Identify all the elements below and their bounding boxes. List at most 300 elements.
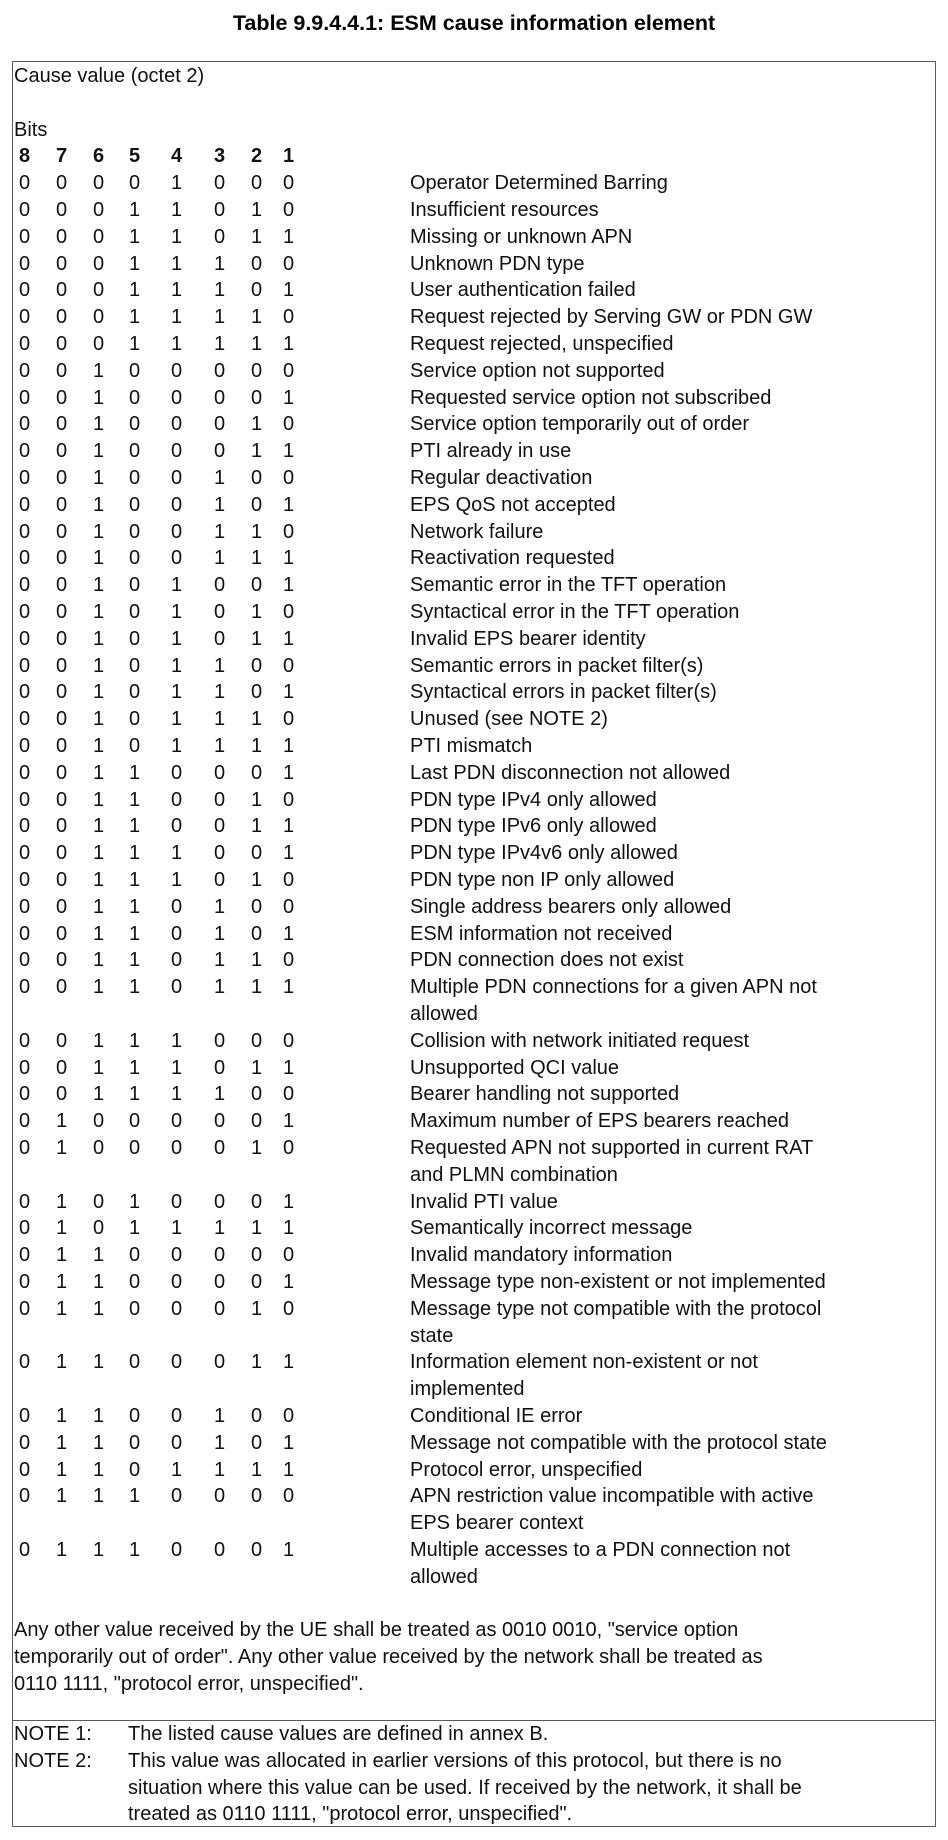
- bit-value: 0: [19, 735, 31, 757]
- cause-description-line: Unknown PDN type: [410, 252, 585, 275]
- bit-value: 0: [171, 440, 183, 463]
- note-text-line: treated as 0110 1111, "protocol error, unspecified".: [128, 1803, 573, 1826]
- bit-value: 0: [251, 1029, 263, 1052]
- bit-value: 1: [251, 520, 263, 543]
- bit-value: 0: [251, 386, 263, 409]
- bit-value: 1: [93, 976, 105, 999]
- bit-value: 0: [129, 1137, 141, 1159]
- cause-description-line: Regular deactivation: [410, 467, 593, 489]
- bit-value: 1: [251, 869, 263, 891]
- cause-description: [410, 867, 674, 894]
- bit-value: 1: [214, 1458, 226, 1481]
- bit-value: 1: [214, 520, 226, 543]
- bit-value: 1: [283, 440, 295, 463]
- bit-value: 0: [56, 681, 68, 704]
- bit-value: 1: [93, 1297, 105, 1320]
- bit-value: 0: [19, 1485, 31, 1508]
- cause-description-line: PDN type IPv6 only allowed: [410, 815, 657, 838]
- bit-value: 0: [93, 252, 105, 275]
- bit-value: 0: [214, 788, 226, 811]
- bit-value: 1: [283, 1539, 295, 1561]
- bit-value: 1: [283, 842, 295, 865]
- bit-value: 0: [129, 1458, 141, 1481]
- bit-value: 1: [129, 949, 141, 972]
- bit-header-3: 3: [214, 145, 226, 168]
- cause-description: [410, 1483, 814, 1537]
- bit-value: 0: [214, 1190, 226, 1213]
- bit-value: 1: [129, 922, 141, 945]
- bit-value: 0: [214, 1056, 226, 1079]
- bit-value: 0: [19, 172, 31, 195]
- bit-value: 1: [93, 386, 105, 409]
- bit-value: 0: [171, 386, 183, 409]
- cause-value-cell: [13, 62, 935, 1720]
- bit-value: 0: [19, 279, 31, 302]
- cause-description-line: Request rejected, unspecified: [410, 333, 674, 355]
- bit-value: 1: [214, 895, 226, 918]
- bit-value: 1: [214, 922, 226, 945]
- bit-value: 1: [214, 547, 226, 570]
- bit-value: 1: [171, 1083, 183, 1106]
- cause-description: [410, 1296, 821, 1350]
- bit-value: 1: [214, 1431, 226, 1454]
- bit-value: 0: [56, 601, 68, 623]
- bit-value: 1: [171, 252, 183, 275]
- bit-value: 0: [129, 359, 141, 382]
- cause-description-line: implemented: [410, 1378, 525, 1401]
- bit-value: 1: [214, 949, 226, 972]
- bit-value: 0: [19, 440, 31, 463]
- bit-value: 1: [214, 681, 226, 704]
- bit-value: 0: [171, 467, 183, 489]
- cause-description-line: Unused (see NOTE 2): [410, 708, 608, 731]
- bit-value: 1: [251, 547, 263, 570]
- bit-value: 0: [56, 922, 68, 945]
- bit-value: 0: [283, 413, 295, 436]
- bit-value: 0: [171, 1190, 183, 1213]
- bit-value: 0: [129, 172, 141, 195]
- bit-value: 0: [283, 1244, 295, 1267]
- bit-value: 1: [129, 279, 141, 302]
- bit-value: 1: [214, 1083, 226, 1106]
- bit-value: 1: [93, 895, 105, 918]
- other-value-paragraph: [14, 1617, 763, 1697]
- cause-description: [410, 894, 731, 921]
- bit-value: 0: [129, 601, 141, 623]
- bit-header-6: 6: [93, 145, 105, 168]
- note-text: [128, 1721, 548, 1748]
- bit-value: 0: [171, 493, 183, 516]
- bit-value: 1: [283, 761, 295, 784]
- cause-description: [410, 304, 812, 331]
- bit-value: 0: [19, 333, 31, 355]
- cause-description: [410, 921, 672, 948]
- bit-value: 0: [129, 627, 141, 650]
- cause-description-line: and PLMN combination: [410, 1163, 618, 1186]
- bit-value: 0: [93, 333, 105, 355]
- bit-value: 0: [129, 386, 141, 409]
- bit-value: 0: [56, 761, 68, 784]
- bit-value: 1: [214, 306, 226, 329]
- bit-value: 0: [214, 1029, 226, 1052]
- bit-value: 1: [171, 1217, 183, 1240]
- bit-value: 0: [56, 735, 68, 757]
- bit-value: 1: [214, 493, 226, 516]
- bit-value: 0: [56, 842, 68, 865]
- bit-value: 0: [171, 1297, 183, 1320]
- bit-value: 0: [19, 359, 31, 382]
- bit-value: 0: [19, 252, 31, 275]
- bit-value: 0: [19, 627, 31, 650]
- bit-value: 1: [283, 1351, 295, 1374]
- bit-value: 0: [56, 413, 68, 436]
- bit-value: 1: [251, 708, 263, 731]
- bit-value: 0: [19, 1244, 31, 1267]
- bit-value: 1: [171, 1029, 183, 1052]
- bit-value: 1: [171, 681, 183, 704]
- bit-value: 0: [93, 1110, 105, 1133]
- bit-value: 0: [19, 1056, 31, 1079]
- bit-value: 0: [283, 654, 295, 677]
- bit-value: 1: [171, 1458, 183, 1481]
- bit-value: 1: [283, 493, 295, 516]
- cause-description-line: PTI mismatch: [410, 735, 533, 757]
- bit-value: 1: [93, 1431, 105, 1454]
- note-label: NOTE 1:: [14, 1723, 92, 1745]
- bit-value: 1: [214, 1405, 226, 1427]
- bit-value: 1: [251, 976, 263, 999]
- cause-description-line: allowed: [410, 1002, 478, 1025]
- cause-description-line: allowed: [410, 1565, 478, 1588]
- cause-description: [410, 385, 771, 412]
- bit-value: 0: [283, 1083, 295, 1106]
- bit-value: 0: [251, 1110, 263, 1133]
- bit-value: 1: [93, 520, 105, 543]
- cause-description-line: Reactivation requested: [410, 547, 615, 570]
- bit-value: 0: [214, 172, 226, 195]
- bit-value: 1: [129, 1029, 141, 1052]
- bit-value: 0: [171, 1539, 183, 1561]
- bit-value: 0: [19, 1351, 31, 1374]
- note-text-line: situation where this value can be used. If received by the network, it shall be: [128, 1776, 802, 1799]
- bit-value: 0: [283, 359, 295, 382]
- bit-value: 0: [19, 1083, 31, 1106]
- bit-value: 1: [93, 1029, 105, 1052]
- bit-value: 1: [283, 1217, 295, 1240]
- bit-value: 1: [214, 333, 226, 355]
- bit-value: 1: [93, 1244, 105, 1267]
- bit-value: 0: [129, 735, 141, 757]
- cause-description: [410, 679, 717, 706]
- bit-value: 0: [171, 1244, 183, 1267]
- bit-value: 1: [251, 601, 263, 623]
- bit-header-8: 8: [19, 145, 31, 168]
- cause-description-line: APN restriction value incompatible with active: [410, 1485, 814, 1508]
- bit-value: 0: [251, 681, 263, 704]
- bit-value: 0: [283, 1405, 295, 1427]
- bit-value: 1: [129, 1083, 141, 1106]
- bit-value: 1: [283, 1056, 295, 1079]
- cause-description-line: Semantic errors in packet filter(s): [410, 654, 704, 677]
- bit-value: 1: [93, 547, 105, 570]
- bit-value: 0: [56, 306, 68, 329]
- bit-value: 1: [56, 1190, 68, 1213]
- bit-value: 0: [56, 976, 68, 999]
- cause-description: [410, 1055, 619, 1082]
- bit-value: 1: [214, 976, 226, 999]
- cause-description: [410, 813, 657, 840]
- cause-description-line: Multiple accesses to a PDN connection not: [410, 1539, 791, 1561]
- cause-description: [410, 438, 571, 465]
- bit-value: 0: [283, 601, 295, 623]
- bit-value: 0: [19, 1110, 31, 1133]
- bit-value: 1: [251, 199, 263, 221]
- bit-value: 0: [19, 761, 31, 784]
- cause-description-line: Collision with network initiated request: [410, 1029, 750, 1052]
- bit-header-2: 2: [251, 145, 263, 168]
- bit-value: 1: [171, 1056, 183, 1079]
- bit-value: 0: [129, 708, 141, 731]
- bit-value: 0: [56, 172, 68, 195]
- cause-description-line: Missing or unknown APN: [410, 225, 633, 248]
- cause-description-line: Invalid mandatory information: [410, 1244, 673, 1267]
- bit-value: 0: [251, 1405, 263, 1427]
- bit-value: 0: [283, 895, 295, 918]
- cause-description-line: Insufficient resources: [410, 199, 599, 221]
- bit-value: 0: [93, 306, 105, 329]
- cause-description: [410, 572, 726, 599]
- bit-value: 0: [171, 1110, 183, 1133]
- bit-value: 1: [93, 869, 105, 891]
- bit-value: 0: [19, 1431, 31, 1454]
- bit-value: 0: [129, 520, 141, 543]
- bit-value: 0: [93, 1217, 105, 1240]
- bit-value: 1: [251, 440, 263, 463]
- bit-value: 0: [251, 1190, 263, 1213]
- cause-description: [410, 492, 616, 519]
- bit-value: 0: [283, 1297, 295, 1320]
- bit-value: 0: [251, 279, 263, 302]
- bit-value: 1: [129, 1539, 141, 1561]
- bit-value: 0: [251, 1431, 263, 1454]
- bit-value: 1: [129, 1217, 141, 1240]
- bit-value: 1: [214, 735, 226, 757]
- bit-value: 0: [283, 252, 295, 275]
- bit-value: 0: [283, 788, 295, 811]
- bit-value: 1: [93, 1271, 105, 1293]
- bit-value: 0: [56, 949, 68, 972]
- bit-value: 0: [171, 359, 183, 382]
- bit-value: 0: [19, 386, 31, 409]
- cause-description: [410, 599, 739, 626]
- bit-value: 1: [283, 386, 295, 409]
- cause-description: [410, 1269, 826, 1296]
- bit-value: 1: [283, 279, 295, 302]
- bit-value: 0: [214, 761, 226, 784]
- cause-description: [410, 947, 684, 974]
- bit-value: 1: [214, 279, 226, 302]
- bit-value: 0: [19, 467, 31, 489]
- bit-value: 0: [19, 976, 31, 999]
- other-value-line: 0110 1111, "protocol error, unspecified".: [14, 1672, 364, 1695]
- bit-value: 1: [171, 333, 183, 355]
- bit-value: 1: [251, 735, 263, 757]
- bit-value: 1: [129, 761, 141, 784]
- bit-value: 0: [214, 1137, 226, 1159]
- cause-description: [410, 1135, 813, 1189]
- bit-value: 0: [56, 708, 68, 731]
- cause-description: [410, 465, 592, 492]
- cause-description: [410, 1189, 558, 1216]
- bit-value: 1: [283, 1271, 295, 1293]
- bit-value: 1: [214, 252, 226, 275]
- note-text-line: This value was allocated in earlier versions of this protocol, but there is no: [128, 1749, 782, 1772]
- bit-value: 1: [171, 654, 183, 677]
- bit-value: 0: [19, 1405, 31, 1427]
- bit-value: 0: [56, 1083, 68, 1106]
- cause-description: [410, 760, 730, 787]
- bit-value: 0: [93, 199, 105, 221]
- bit-value: 0: [19, 949, 31, 972]
- bit-value: 1: [129, 333, 141, 355]
- bit-value: 0: [19, 493, 31, 516]
- bit-value: 0: [56, 440, 68, 463]
- cause-description: [410, 358, 665, 385]
- bit-value: 1: [93, 1351, 105, 1374]
- bit-value: 0: [214, 1351, 226, 1374]
- cause-description: [410, 1349, 758, 1403]
- cause-description: [410, 251, 585, 278]
- bit-value: 0: [129, 547, 141, 570]
- bit-value: 0: [251, 1244, 263, 1267]
- bit-value: 1: [56, 1431, 68, 1454]
- cause-description-line: Message type non-existent or not implemented: [410, 1271, 826, 1293]
- cause-description: [410, 974, 817, 1028]
- bit-value: 0: [56, 815, 68, 838]
- bit-value: 1: [171, 306, 183, 329]
- bit-value: 1: [171, 574, 183, 597]
- bit-value: 0: [56, 1056, 68, 1079]
- bit-value: 0: [214, 440, 226, 463]
- bit-value: 0: [129, 1297, 141, 1320]
- bit-value: 1: [283, 547, 295, 570]
- cause-value-label: Cause value (octet 2): [14, 65, 205, 87]
- bit-value: 1: [251, 1297, 263, 1320]
- bit-value: 1: [251, 1056, 263, 1079]
- bit-value: 1: [93, 842, 105, 865]
- bit-value: 1: [251, 1217, 263, 1240]
- bit-value: 1: [283, 627, 295, 650]
- bit-value: 0: [56, 359, 68, 382]
- bit-value: 1: [93, 574, 105, 597]
- bit-value: 0: [171, 520, 183, 543]
- bit-value: 0: [214, 842, 226, 865]
- cause-description-line: PDN type IPv4 only allowed: [410, 788, 657, 811]
- note-text-line: The listed cause values are defined in annex B.: [128, 1723, 549, 1745]
- bit-value: 1: [283, 1431, 295, 1454]
- cause-description-line: state: [410, 1324, 454, 1347]
- bit-value: 0: [19, 1458, 31, 1481]
- bit-value: 0: [283, 708, 295, 731]
- cause-description-line: Operator Determined Barring: [410, 172, 668, 195]
- cause-description-line: Service option temporarily out of order: [410, 413, 750, 436]
- bit-value: 0: [251, 1271, 263, 1293]
- bit-value: 1: [93, 654, 105, 677]
- bit-value: 0: [283, 520, 295, 543]
- bit-value: 0: [214, 815, 226, 838]
- cause-description-line: Semantic error in the TFT operation: [410, 574, 727, 597]
- bit-value: 1: [171, 279, 183, 302]
- bit-value: 0: [19, 1297, 31, 1320]
- bit-value: 0: [251, 467, 263, 489]
- bit-value: 0: [56, 654, 68, 677]
- bit-value: 1: [56, 1244, 68, 1267]
- bit-value: 0: [214, 574, 226, 597]
- bit-value: 0: [19, 1190, 31, 1213]
- bit-value: 0: [19, 520, 31, 543]
- cause-description: [410, 787, 657, 814]
- bit-value: 0: [56, 547, 68, 570]
- cause-description: [410, 1537, 790, 1591]
- bit-value: 1: [251, 788, 263, 811]
- bit-value: 0: [56, 520, 68, 543]
- bit-value: 1: [251, 1137, 263, 1159]
- bit-value: 0: [251, 654, 263, 677]
- bit-value: 1: [129, 788, 141, 811]
- bit-value: 1: [56, 1485, 68, 1508]
- bit-value: 1: [93, 922, 105, 945]
- bit-value: 0: [283, 306, 295, 329]
- bit-value: 0: [214, 1539, 226, 1561]
- cause-description-line: ESM information not received: [410, 922, 673, 945]
- bit-value: 0: [283, 1137, 295, 1159]
- bit-value: 1: [129, 815, 141, 838]
- cause-description-line: PDN type IPv4v6 only allowed: [410, 842, 678, 865]
- cause-description: [410, 840, 678, 867]
- bit-value: 0: [19, 1137, 31, 1159]
- bit-value: 1: [171, 601, 183, 623]
- bit-value: 1: [56, 1110, 68, 1133]
- bit-value: 1: [283, 225, 295, 248]
- bit-value: 0: [129, 467, 141, 489]
- bit-value: 1: [171, 199, 183, 221]
- bit-value: 0: [214, 601, 226, 623]
- bit-value: 0: [19, 601, 31, 623]
- bit-value: 0: [251, 842, 263, 865]
- bit-value: 0: [251, 252, 263, 275]
- bit-value: 0: [56, 627, 68, 650]
- cause-description: [410, 653, 703, 680]
- cause-description-line: PDN type non IP only allowed: [410, 869, 675, 891]
- bit-value: 1: [283, 1110, 295, 1133]
- cause-description-line: Protocol error, unspecified: [410, 1458, 643, 1481]
- bit-value: 0: [171, 895, 183, 918]
- cause-description-line: Message type not compatible with the protocol: [410, 1297, 822, 1320]
- bit-value: 0: [19, 413, 31, 436]
- bit-value: 1: [283, 922, 295, 945]
- bit-value: 1: [251, 306, 263, 329]
- bit-value: 1: [283, 574, 295, 597]
- cause-description-line: Semantically incorrect message: [410, 1217, 693, 1240]
- bit-value: 1: [93, 627, 105, 650]
- bit-value: 1: [214, 654, 226, 677]
- bit-value: 0: [56, 252, 68, 275]
- bit-value: 1: [251, 1351, 263, 1374]
- cause-description-line: EPS QoS not accepted: [410, 493, 616, 516]
- bit-value: 0: [129, 654, 141, 677]
- bit-value: 1: [171, 842, 183, 865]
- cause-description: [410, 1403, 582, 1430]
